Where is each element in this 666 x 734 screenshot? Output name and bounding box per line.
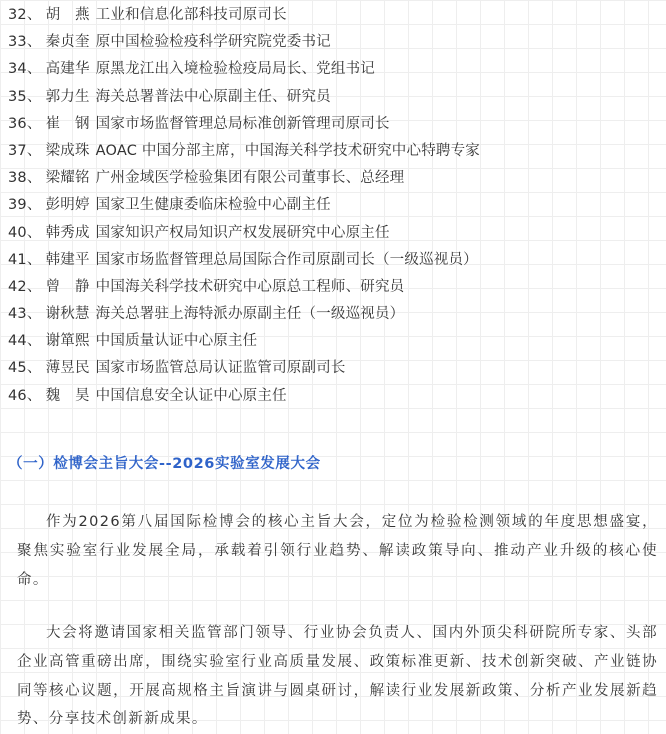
speaker-name: 韩建平 bbox=[45, 251, 90, 268]
list-item bbox=[8, 56, 658, 83]
item-number: 36、 bbox=[8, 115, 42, 132]
item-number: 32、 bbox=[8, 7, 42, 23]
speaker-title: 中国海关科学技术研究中心原总工程师、研究员 bbox=[95, 278, 405, 295]
item-number: 41、 bbox=[8, 251, 42, 268]
item-number: 44、 bbox=[8, 333, 42, 350]
speaker-title: 国家卫生健康委临床检验中心副主任 bbox=[95, 197, 331, 214]
list-item bbox=[8, 355, 658, 382]
item-number: 35、 bbox=[8, 88, 42, 105]
speaker-title: 海关总署普法中心原副主任、研究员 bbox=[95, 88, 331, 105]
item-number: 33、 bbox=[8, 34, 42, 51]
list-item bbox=[8, 274, 658, 301]
item-number: 46、 bbox=[8, 387, 42, 404]
speaker-name: 韩秀成 bbox=[45, 224, 90, 241]
speaker-name: 梁耀铭 bbox=[45, 170, 90, 187]
item-number: 45、 bbox=[8, 360, 42, 377]
speaker-title: 中国质量认证中心原主任 bbox=[95, 333, 258, 350]
speaker-title: 国家市场监督管理总局国际合作司原副司长（一级巡视员） bbox=[95, 251, 478, 268]
speaker-name: 秦贞奎 bbox=[45, 34, 90, 51]
item-number: 38、 bbox=[8, 170, 42, 187]
speaker-title: AOAC 中国分部主席，中国海关科学技术研究中心特聘专家 bbox=[95, 142, 480, 159]
speaker-title: 国家市场监管总局认证监管司原副司长 bbox=[95, 360, 346, 377]
item-number: 43、 bbox=[8, 306, 42, 323]
list-item bbox=[8, 247, 658, 274]
speaker-title: 中国信息安全认证中心原主任 bbox=[95, 387, 287, 404]
speaker-name: 郭力生 bbox=[45, 88, 90, 105]
section-heading: （一）检博会主旨大会--2026实验室发展大会 bbox=[8, 456, 321, 472]
speaker-name: 谢秋慧 bbox=[45, 306, 90, 323]
speaker-name: 曾 静 bbox=[45, 278, 90, 295]
item-number: 39、 bbox=[8, 197, 42, 214]
speaker-title: 原黑龙江出入境检验检疫局局长、党组书记 bbox=[95, 61, 375, 78]
speaker-title: 广州金域医学检验集团有限公司董事长、总经理 bbox=[95, 170, 405, 187]
intro-paragraph: 作为2026第八届国际检博会的核心主旨大会，定位为检验检测领域的年度思想盛宴，聚焦实验室行业发展全局，承载着引领行业趋势、解读政策导向、推动产业升级的核心使命。 bbox=[17, 514, 658, 588]
list-item bbox=[8, 301, 658, 328]
speaker-title: 海关总署驻上海特派办原副主任（一级巡视员） bbox=[95, 306, 405, 323]
speaker-name: 梁成珠 bbox=[45, 142, 90, 159]
item-number: 37、 bbox=[8, 142, 42, 159]
speaker-name: 薄昱民 bbox=[45, 360, 90, 377]
list-item bbox=[8, 165, 658, 192]
speaker-name: 彭明婷 bbox=[45, 197, 90, 214]
list-item bbox=[8, 2, 658, 29]
speaker-list bbox=[8, 2, 658, 410]
speaker-title: 国家知识产权局知识产权发展研究中心原主任 bbox=[95, 224, 390, 241]
list-item bbox=[8, 383, 658, 410]
list-item bbox=[8, 328, 658, 355]
body-paragraph: 大会将邀请国家相关监管部门领导、行业协会负责人、国内外顶尖科研院所专家、头部企业高管重磅出席，围绕实验室行业高质量发展、政策标准更新、技术创新突破、产业链协同等核心议题，开展高规格主旨演讲与圆桌研讨，解读行业发展新政策、分析产业发展新趋势、分享技术创新新成果。 bbox=[17, 625, 658, 728]
speaker-name: 谢箪熙 bbox=[45, 333, 90, 350]
list-item bbox=[8, 111, 658, 138]
list-item bbox=[8, 192, 658, 219]
list-item bbox=[8, 29, 658, 56]
item-number: 34、 bbox=[8, 61, 42, 78]
list-item bbox=[8, 220, 658, 247]
speaker-name: 魏 昊 bbox=[45, 387, 90, 404]
speaker-name: 崔 钢 bbox=[45, 115, 90, 132]
speaker-name: 高建华 bbox=[45, 61, 90, 78]
speaker-title: 工业和信息化部科技司原司长 bbox=[95, 7, 287, 23]
list-item bbox=[8, 84, 658, 111]
list-item bbox=[8, 138, 658, 165]
item-number: 42、 bbox=[8, 278, 42, 295]
speaker-title: 原中国检验检疫科学研究院党委书记 bbox=[95, 34, 331, 51]
item-number: 40、 bbox=[8, 224, 42, 241]
speaker-name: 胡 燕 bbox=[45, 7, 90, 23]
speaker-title: 国家市场监督管理总局标准创新管理司原司长 bbox=[95, 115, 390, 132]
